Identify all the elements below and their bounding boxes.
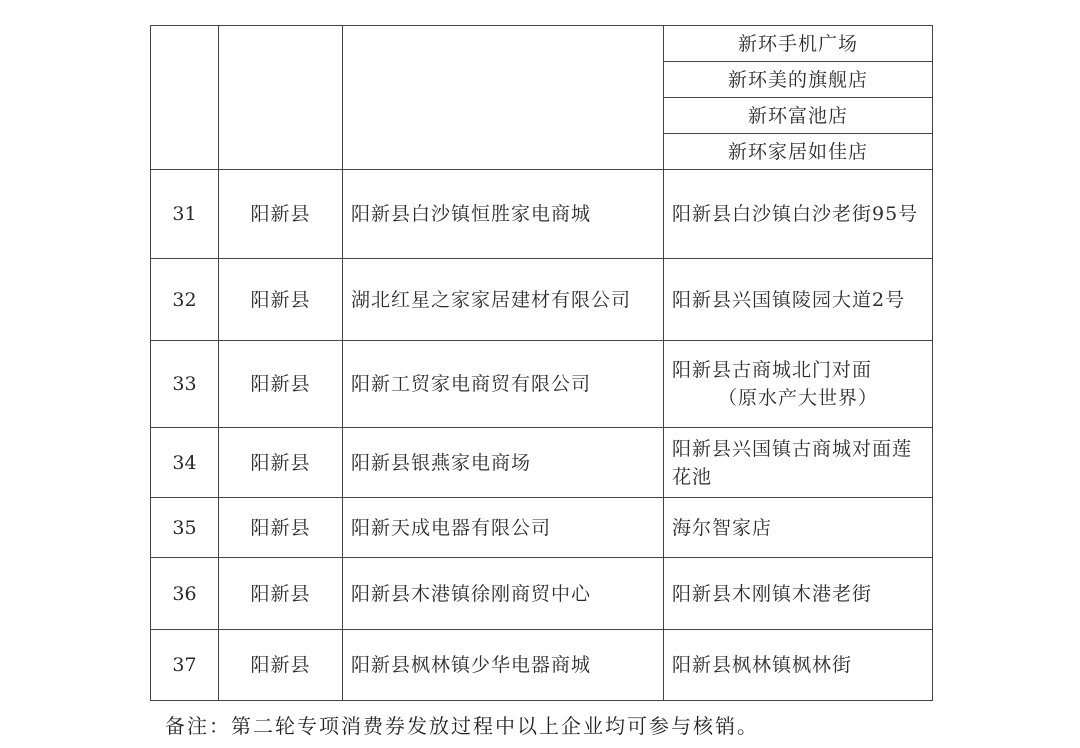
cell-company-name: 湖北红星之家家居建材有限公司	[343, 259, 664, 341]
cell-county: 阳新县	[219, 558, 343, 630]
table-row	[151, 630, 933, 701]
cell-name-empty	[343, 26, 664, 170]
cell-company-name: 阳新天成电器有限公司	[343, 498, 664, 558]
table-row	[151, 170, 933, 259]
cell-county: 阳新县	[219, 341, 343, 428]
cell-no: 32	[151, 259, 219, 341]
cell-no: 31	[151, 170, 219, 259]
cell-county: 阳新县	[219, 498, 343, 558]
cell-no-empty	[151, 26, 219, 170]
table-row	[151, 558, 933, 630]
cell-store-branch: 新环富池店	[664, 98, 933, 134]
table-row	[151, 498, 933, 558]
cell-address: 阳新县枫林镇枫林街	[664, 630, 933, 701]
cell-county: 阳新县	[219, 630, 343, 701]
cell-address: 阳新县木刚镇木港老街	[664, 558, 933, 630]
cell-county: 阳新县	[219, 259, 343, 341]
cell-no: 35	[151, 498, 219, 558]
address-note-line: （原水产大世界）	[717, 387, 878, 409]
address-line: 阳新县古商城北门对面	[672, 359, 873, 381]
cell-company-name: 阳新县银燕家电商场	[343, 428, 664, 498]
cell-company-name: 阳新工贸家电商贸有限公司	[343, 341, 664, 428]
table-row	[151, 259, 933, 341]
cell-no: 33	[151, 341, 219, 428]
cell-no: 34	[151, 428, 219, 498]
cell-county-empty	[219, 26, 343, 170]
cell-store-branch: 新环美的旗舰店	[664, 62, 933, 98]
cell-address	[664, 341, 933, 428]
cell-company-name: 阳新县白沙镇恒胜家电商城	[343, 170, 664, 259]
cell-company-name: 阳新县木港镇徐刚商贸中心	[343, 558, 664, 630]
cell-no: 37	[151, 630, 219, 701]
cell-county: 阳新县	[219, 428, 343, 498]
footnote: 备注：第二轮专项消费券发放过程中以上企业均可参与核销。	[165, 714, 759, 738]
cell-company-name: 阳新县枫林镇少华电器商城	[343, 630, 664, 701]
cell-address: 阳新县兴国镇古商城对面莲花池	[664, 428, 933, 498]
store-table	[150, 25, 933, 701]
cell-store-branch: 新环手机广场	[664, 26, 933, 62]
cell-address: 海尔智家店	[664, 498, 933, 558]
cell-address: 阳新县兴国镇陵园大道2号	[664, 259, 933, 341]
cell-store-branch: 新环家居如佳店	[664, 134, 933, 170]
cell-no: 36	[151, 558, 219, 630]
cell-county: 阳新县	[219, 170, 343, 259]
table-row	[151, 428, 933, 498]
cell-address: 阳新县白沙镇白沙老街95号	[664, 170, 933, 259]
table-row-continuation	[151, 26, 933, 62]
table-row	[151, 341, 933, 428]
